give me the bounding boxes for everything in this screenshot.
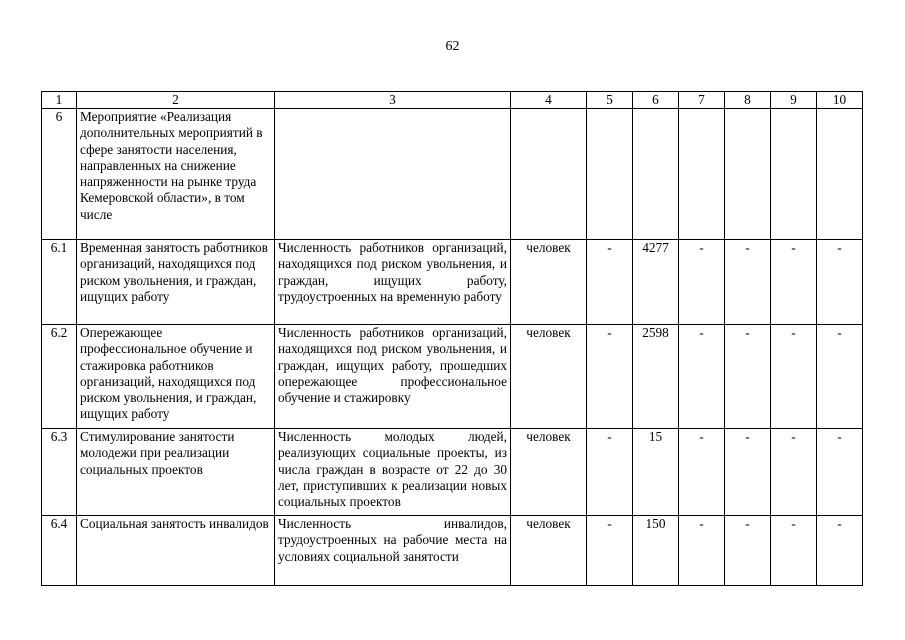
value-cell bbox=[817, 109, 863, 240]
table-header-row bbox=[42, 92, 863, 109]
header-cell: 1 bbox=[42, 92, 77, 109]
unit-cell: человек bbox=[511, 325, 587, 429]
row-number: 6 bbox=[42, 109, 77, 240]
value-cell: - bbox=[587, 240, 633, 325]
table-row bbox=[42, 109, 863, 240]
value-cell: 4277 bbox=[633, 240, 679, 325]
value-cell: - bbox=[771, 240, 817, 325]
event-cell: Социальная занятость инвалидов bbox=[77, 516, 275, 586]
event-cell: Мероприятие «Реализация дополнительных мероприятий в сфере занятости населения, направленных на снижение напряженности на рынке труда Кемеровской области», в том числе bbox=[77, 109, 275, 240]
header-cell: 3 bbox=[275, 92, 511, 109]
header-cell: 9 bbox=[771, 92, 817, 109]
table-row bbox=[42, 429, 863, 516]
value-cell: - bbox=[771, 516, 817, 586]
unit-cell: человек bbox=[511, 429, 587, 516]
value-cell: - bbox=[679, 240, 725, 325]
indicator-cell bbox=[275, 109, 511, 240]
unit-cell bbox=[511, 109, 587, 240]
value-cell: - bbox=[587, 325, 633, 429]
indicator-cell: Численность работников организаций, находящихся под риском увольнения, и граждан, ищущих работу, трудоустроенных на временную работу bbox=[275, 240, 511, 325]
value-cell: - bbox=[679, 325, 725, 429]
header-cell: 4 bbox=[511, 92, 587, 109]
value-cell bbox=[771, 109, 817, 240]
indicator-cell: Численность молодых людей, реализующих социальные проекты, из числа граждан в возрасте от 22 до 30 лет, приступивших к реализации новых социальных проектов bbox=[275, 429, 511, 516]
value-cell: - bbox=[679, 429, 725, 516]
value-cell: 150 bbox=[633, 516, 679, 586]
value-cell: 15 bbox=[633, 429, 679, 516]
value-cell: - bbox=[817, 240, 863, 325]
header-cell: 2 bbox=[77, 92, 275, 109]
unit-cell: человек bbox=[511, 240, 587, 325]
value-cell: - bbox=[587, 516, 633, 586]
header-cell: 5 bbox=[587, 92, 633, 109]
value-cell bbox=[725, 109, 771, 240]
header-cell: 6 bbox=[633, 92, 679, 109]
indicator-cell: Численность работников организаций, находящихся под риском увольнения, и граждан, ищущих работу, прошедших опережающее профессиональное обучение и стажировку bbox=[275, 325, 511, 429]
value-cell: - bbox=[817, 516, 863, 586]
indicators-table bbox=[41, 91, 863, 586]
header-cell: 7 bbox=[679, 92, 725, 109]
event-cell: Опережающее профессиональное обучение и стажировка работников организаций, находящихся под риском увольнения, и граждан, ищущих работу bbox=[77, 325, 275, 429]
table-row bbox=[42, 516, 863, 586]
value-cell: - bbox=[725, 240, 771, 325]
table-row bbox=[42, 240, 863, 325]
value-cell: - bbox=[587, 429, 633, 516]
value-cell bbox=[633, 109, 679, 240]
value-cell: - bbox=[725, 325, 771, 429]
indicator-cell: Численность инвалидов, трудоустроенных на рабочие места на условиях социальной занятости bbox=[275, 516, 511, 586]
row-number: 6.2 bbox=[42, 325, 77, 429]
event-cell: Стимулирование занятости молодежи при реализации социальных проектов bbox=[77, 429, 275, 516]
value-cell bbox=[679, 109, 725, 240]
event-cell: Временная занятость работников организаций, находящихся под риском увольнения, и граждан, ищущих работу bbox=[77, 240, 275, 325]
header-cell: 8 bbox=[725, 92, 771, 109]
row-number: 6.4 bbox=[42, 516, 77, 586]
value-cell: - bbox=[771, 325, 817, 429]
value-cell: 2598 bbox=[633, 325, 679, 429]
value-cell: - bbox=[817, 325, 863, 429]
value-cell: - bbox=[725, 429, 771, 516]
unit-cell: человек bbox=[511, 516, 587, 586]
value-cell: - bbox=[817, 429, 863, 516]
value-cell: - bbox=[679, 516, 725, 586]
row-number: 6.1 bbox=[42, 240, 77, 325]
row-number: 6.3 bbox=[42, 429, 77, 516]
value-cell: - bbox=[771, 429, 817, 516]
value-cell bbox=[587, 109, 633, 240]
value-cell: - bbox=[725, 516, 771, 586]
page-number: 62 bbox=[445, 39, 460, 54]
header-cell: 10 bbox=[817, 92, 863, 109]
table-row bbox=[42, 325, 863, 429]
